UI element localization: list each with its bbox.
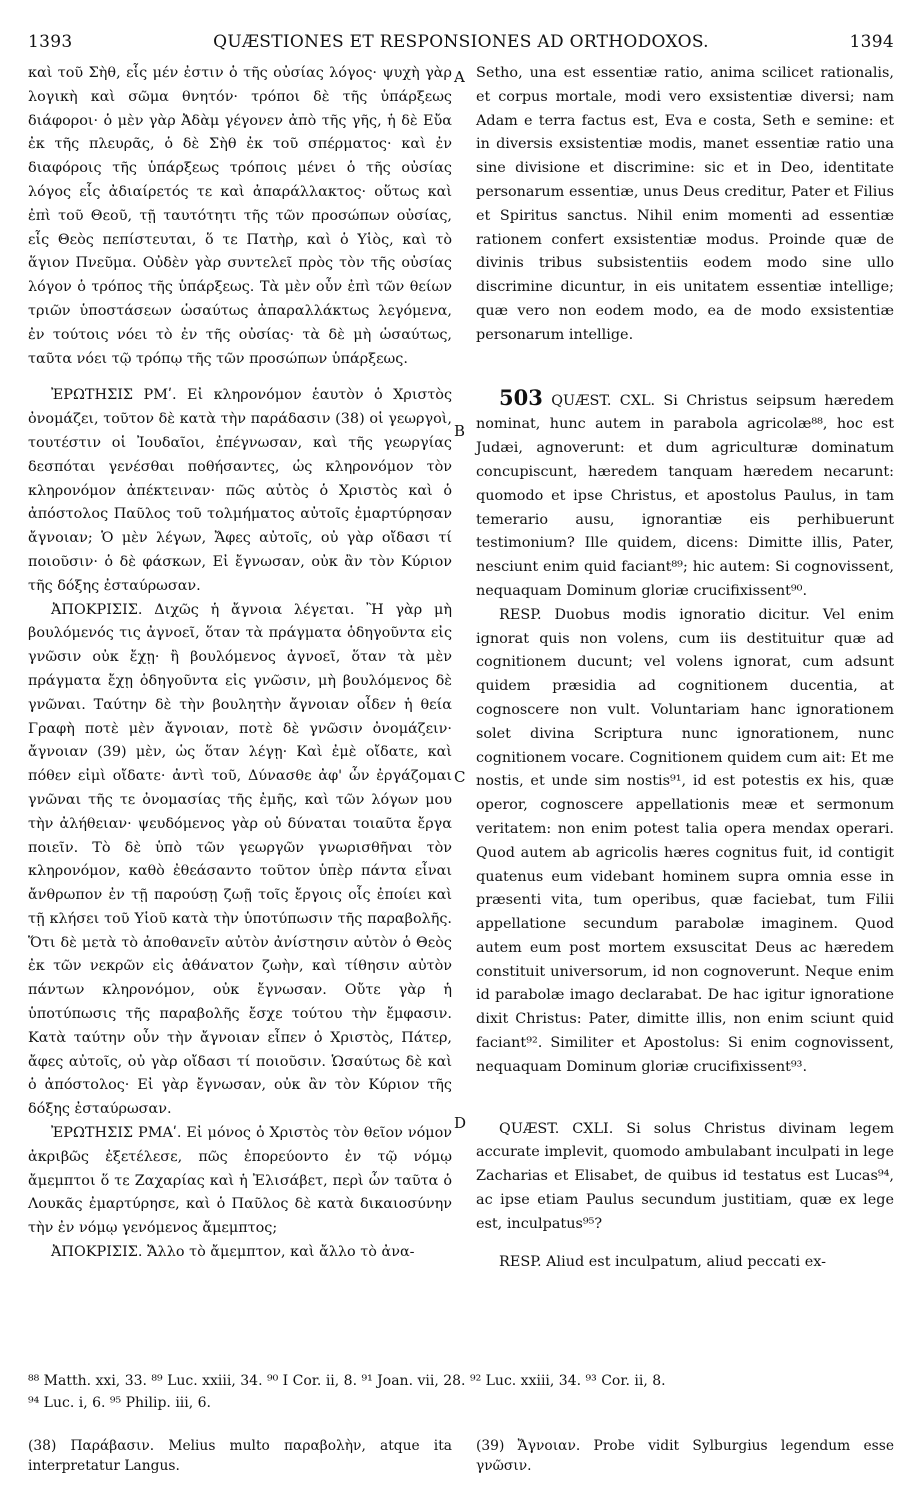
note-38: (38) Παράβασιν. Melius multo παραβολὴν, atque ita interpretatur Langus. [28,1438,452,1474]
scripture-references [28,1370,894,1414]
latin-question-140 [476,386,894,604]
footnote-right [476,1436,894,1476]
margin-letter-c: C [454,768,466,786]
running-title: QUÆSTIONES ET RESPONSIONES AD ORTHODOXOS. [213,32,709,52]
latin-answer-140: RESP. Duobus modis ignoratio dicitur. Vel enim ignorat quis non volens, cum iis destituitur quæ ad cognitionem ducunt; vel volens ignorat, cum adsunt quidem præsidia ad cognitionem ducentia, at cognoscere non vult. Voluntariam hanc ignorationem solet divina Scriptura nunc ignorationem, nunc cognitionem vocare. Cognitionem quidem cum ait: Et me nostis, et unde sim nostis⁹¹, id est potestis ex his, quæ operor, cognoscere appellationis meæ et sermonum veritatem: non enim potest talia opera mendax operari. Quod autem ab agricolis hæres cognitus fuit, id contigit quatenus eum videbant hominem supra omnia esse in præsenti vita, tum operibus, quæ faciebat, tum Filii appellatione secundum parabolæ imaginem. Quod autem eum post mortem exsuscitat Deus ac hæredem constituit universorum, id non cognoverunt. Neque enim id parabolæ imago declarabat. De hac igitur ignoratione dixit Christus: Pater, dimitte illis, non enim sciunt quid faciant⁹². Similiter et Apostolus: Si enim cognovissent, nequaquam Dominum gloriæ crucifixissent⁹³. [476,606,894,1075]
latin-answer-141: RESP. Aliud est inculpatum, aliud peccati ex- [499,1253,826,1270]
greek-question-141: ἘΡΩΤΗΣΙΣ ΡΜΑʹ. Εἰ μόνος ὁ Χριστὸς τὸν θεῖον νόμον ἀκριβῶς ἐξετέλεσε, πῶς ἐπορεύοντο ἐν τῷ νόμῳ ἄμεμπτοι ὅ τε Ζαχαρίας καὶ ἡ Ἐλισάβετ, περὶ ὧν ταῦτα ὁ Λουκᾶς ἐμαρτύρησε, καὶ ὁ Παῦλος δὲ κατὰ δικαιοσύνην τὴν ἐν νόμῳ γενόμενος ἄμεμπτος; [28,1125,452,1237]
section-number: 503 [499,384,543,410]
margin-letter-d: D [454,1114,467,1132]
latin-question-141: QUÆST. CXLI. Si solus Christus divinam legem accurate implevit, quomodo ambulabant inculpati in lege Zacharias et Elisabet, de quibus id testatus est Lucas⁹⁴, ac ipse etiam Paulus secundum justitiam, quæ ex lege est, inculpatus⁹⁵? [476,1120,894,1232]
margin-letter-a: A [454,68,465,86]
latin-paragraph: Setho, una est essentiæ ratio, anima scilicet rationalis, et corpus mortale, modi vero exsistentiæ diversi; nam Adam e terra factus est, Eva e costa, Seth e semine: et in diversis exsistentiæ modis, manet essentiæ ratio una sine divisione et discrimine: sic et in Deo, identitate personarum essentiæ, unus Deus creditur, Pater et Filius et Spiritus sanctus. Nihil enim momenti ad essentiæ rationem confert exsistentiæ modus. Proinde quæ de divinis tribus subsistentiis eodem modo sine ullo discrimine dicuntur, in eis unitatem essentiæ intellige; quæ vero non eodem modo, ea de modo exsistentiæ personarum intellige. [476,65,894,343]
greek-paragraph: καὶ τοῦ Σὴθ, εἷς μέν ἐστιν ὁ τῆς οὐσίας λόγος· ψυχὴ γὰρ λογικὴ καὶ σῶμα θνητόν· τρόποι δὲ τῆς ὑπάρξεως διάφοροι· ὁ μὲν γὰρ Ἀδὰμ γέγονεν ἀπὸ τῆς γῆς, ἡ δὲ Εὔα ἐκ τῆς πλευρᾶς, ὁ δὲ Σὴθ ἐκ τοῦ σπέρματος· καὶ ἐν διαφόροις τῆς ὑπάρξεως τρόποις μένει ὁ τῆς οὐσίας λόγος εἷς ἀδιαίρετός τε καὶ ἀπαράλλακτος· οὕτως καὶ ἐπὶ τοῦ Θεοῦ, τῇ ταυτότητι τῆς τῶν προσώπων οὐσίας, εἷς Θεὸς πεπίστευται, ὅ τε Πατὴρ, καὶ ὁ Υἱὸς, καὶ τὸ ἅγιον Πνεῦμα. Οὐδὲν γὰρ συντελεῖ πρὸς τὸν τῆς οὐσίας λόγον ὁ τρόπος τῆς ὑπάρξεως. Τὰ μὲν οὖν ἐπὶ τῶν θείων τριῶν ὑποστάσεων ὡσαύτως ἀπαραλλάκτως λεγόμενα, ἐν τούτοις νόει τὸ ἐν τῆς οὐσίας· τὰ δὲ μὴ ὡσαύτως, ταῦτα νόει τῷ τρόπῳ τῆς τῶν προσώπων ὑπάρξεως. [28,65,452,367]
scripture-refs-line-1: ⁸⁸ Matth. xxi, 33. ⁸⁹ Luc. xxiii, 34. ⁹⁰ I Cor. ii, 8. ⁹¹ Joan. vii, 28. ⁹² Luc. xxiii, 34. ⁹³ Cor. ii, 8. [28,1373,666,1389]
footnote-left [28,1436,452,1476]
page-number-left: 1393 [28,32,73,52]
latin-column [476,62,894,1274]
greek-column [28,62,452,1265]
greek-answer-141: ἈΠΟΚΡΙΣΙΣ. Ἄλλο τὸ ἄμεμπτον, καὶ ἄλλο τὸ ἀνα- [51,1244,415,1261]
note-39: (39) Ἄγνοιαν. Probe vidit Sylburgius legendum esse γνῶσιν. [476,1438,894,1474]
page-number-right: 1394 [849,32,894,52]
running-header [28,32,894,54]
scripture-refs-line-2: ⁹⁴ Luc. i, 6. ⁹⁵ Philip. iii, 6. [28,1395,212,1411]
latin-question-140-text: QUÆST. CXL. Si Christus seipsum hæredem nominat, hunc autem in parabola agricolæ⁸⁸, hoc est Judæi, agnoverunt: et dum agriculturæ dominatum concupiscunt, hæredem tanquam hæredem necarunt: quomodo et ipse Christus, et apostolus Paulus, in tam temerario ausu, ignorantiæ eis perhibuerunt testimonium? Ille quidem, dicens: Dimitte illis, Pater, nesciunt enim quid faciant⁸⁹; hic autem: Si cognovissent, nequaquam Dominum gloriæ crucifixissent⁹⁰. [476,392,894,599]
greek-answer-140: ἈΠΟΚΡΙΣΙΣ. Διχῶς ἡ ἄγνοια λέγεται. Ἢ γὰρ μὴ βουλόμενός τις ἀγνοεῖ, ὅταν τὰ πράγματα ὁδηγοῦντα εἰς γνῶσιν οὐκ ἔχῃ· ἢ βουλόμενος ἀγνοεῖ, ὅταν τὰ μὲν πράγματα ἔχῃ ὁδηγοῦντα εἰς γνῶσιν, μὴ βουλόμενος δὲ γνῶναι. Ταύτην δὲ τὴν βουλητὴν ἄγνοιαν οἶδεν ἡ θεία Γραφὴ ποτὲ μὲν ἄγνοιαν, ποτὲ δὲ γνῶσιν ὀνομάζειν· ἄγνοιαν (39) μὲν, ὡς ὅταν λέγῃ· Καὶ ἐμὲ οἴδατε, καὶ πόθεν εἰμὶ οἴδατε· ἀντὶ τοῦ, Δύνασθε ἀφ' ὧν ἐργάζομαι γνῶναι τῆς τε ὀνομασίας τῆς ἐμῆς, καὶ τῶν λόγων μου τὴν ἀλήθειαν· ψευδόμενος γὰρ οὐ δύναται τοιαῦτα ἔργα ποιεῖν. Τὸ δὲ ὑπὸ τῶν γεωργῶν γνωρισθῆναι τὸν κληρονόμον, καθὸ ἐθεάσαντο τοῦτον ὑπὲρ πάντα εἶναι ἄνθρωπον ἐν τῇ παρούσῃ ζωῇ τοῖς ἔργοις οἷς ἐποίει καὶ τῇ κλήσει τοῦ Υἱοῦ κατὰ τὴν ὑποτύπωσιν τῆς παραβολῆς. Ὅτι δὲ μετὰ τὸ ἀποθανεῖν αὐτὸν ἀνίστησιν αὐτὸν ὁ Θεὸς ἐκ τῶν νεκρῶν εἰς ἀθάνατον ζωὴν, καὶ τίθησιν αὐτὸν πάντων κληρονόμον, οὐκ ἔγνωσαν. Οὔτε γὰρ ἡ ὑποτύπωσις τῆς παραβολῆς ἔσχε τούτου τὴν ἔμφασιν. Κατὰ ταύτην οὖν τὴν ἄγνοιαν εἶπεν ὁ Χριστὸς, Πάτερ, ἄφες αὐτοῖς, οὐ γὰρ οἴδασι τί ποιοῦσιν. Ὡσαύτως δὲ καὶ ὁ ἀπόστολος· Εἰ γὰρ ἔγνωσαν, οὐκ ἂν τὸν Κύριον τῆς δόξης ἐσταύρωσαν. [28,601,452,1118]
greek-question-140: ἘΡΩΤΗΣΙΣ ΡΜʹ. Εἰ κληρονόμον ἑαυτὸν ὁ Χριστὸς ὀνομάζει, τοῦτον δὲ κατὰ τὴν παράδασιν (38) οἱ γεωργοὶ, τουτέστιν οἱ Ἰουδαῖοι, ἐπέγνωσαν, καὶ τῆς γεωργίας δεσπόται γενέσθαι ποθήσαντες, ὡς κληρονόμον τὸν κληρονόμον ἀπέκτειναν· πῶς αὐτὸς ὁ Χριστὸς καὶ ὁ ἀπόστολος Παῦλος τοῦ τολμήματος αὐτοῖς ἐμαρτύρησαν ἄγνοιαν; Ὁ μὲν λέγων, Ἄφες αὐτοῖς, οὐ γὰρ οἴδασι τί ποιοῦσιν· ὁ δὲ φάσκων, Εἰ ἔγνωσαν, οὐκ ἂν τὸν Κύριον τῆς δόξης ἐσταύρωσαν. [28,387,452,594]
margin-letter-b: B [454,422,466,440]
